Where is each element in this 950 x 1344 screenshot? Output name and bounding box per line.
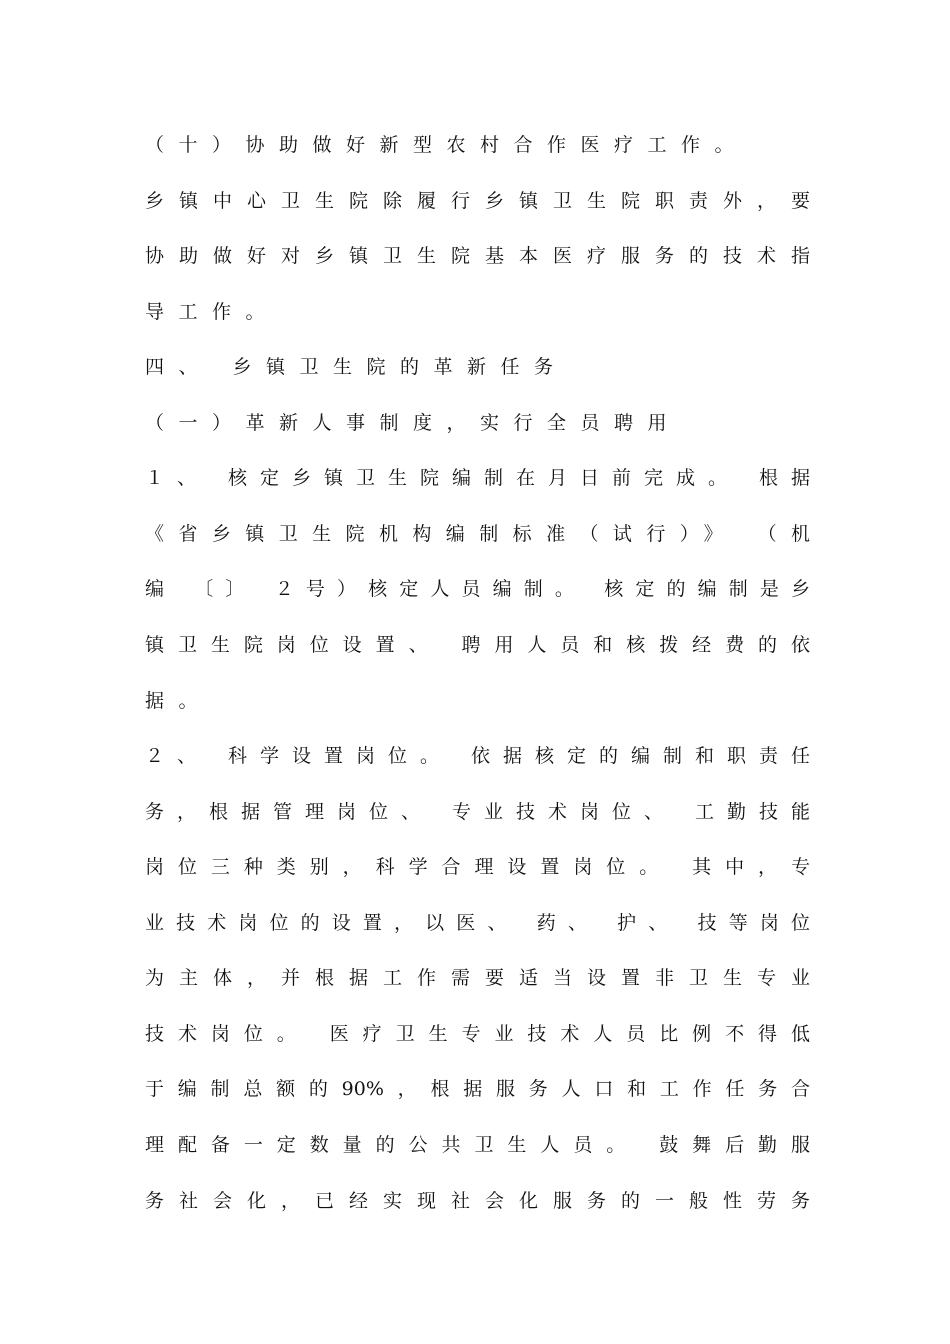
text-line: 导工作。 <box>145 301 280 323</box>
text-line: １、 核定乡镇卫生院编制在月日前完成。 根据 <box>145 467 810 489</box>
section-heading: 四、 乡镇卫生院的革新任务 <box>145 356 568 378</box>
text-line: 技术岗位。 医疗卫生专业技术人员比例不得低 <box>145 1023 810 1045</box>
text-line: 镇卫生院岗位设置、 聘用人员和核拨经费的依 <box>145 634 810 656</box>
text-line: 《省乡镇卫生院机构编制标准（试行）》 （机 <box>145 523 810 545</box>
text-line: （十）协助做好新型农村合作医疗工作。 <box>145 134 749 156</box>
subsection-heading: （一）革新人事制度，实行全员聘用 <box>145 412 682 434</box>
text-line: 据。 <box>145 690 213 712</box>
text-line: 业技术岗位的设置，以医、 药、 护、 技等岗位 <box>145 912 810 934</box>
text-line: 务，根据管理岗位、 专业技术岗位、 工勤技能 <box>145 801 810 823</box>
text-line: 编 〔〕 ２号）核定人员编制。 核定的编制是乡 <box>145 578 810 600</box>
text-line: ２、 科学设置岗位。 依据核定的编制和职责任 <box>145 745 810 767</box>
text-line: 为主体，并根据工作需要适当设置非卫生专业 <box>145 967 810 989</box>
text-line: 理配备一定数量的公共卫生人员。 鼓舞后勤服 <box>145 1134 810 1156</box>
text-line: 务社会化，已经实现社会化服务的一般性劳务 <box>145 1190 810 1212</box>
text-line: 乡镇中心卫生院除履行乡镇卫生院职责外，要 <box>145 190 810 212</box>
text-line: 岗位三种类别，科学合理设置岗位。 其中，专 <box>145 856 810 878</box>
text-line: 于编制总额的90%，根据服务人口和工作任务合 <box>145 1078 810 1100</box>
text-line: 协助做好对乡镇卫生院基本医疗服务的技术指 <box>145 245 810 267</box>
